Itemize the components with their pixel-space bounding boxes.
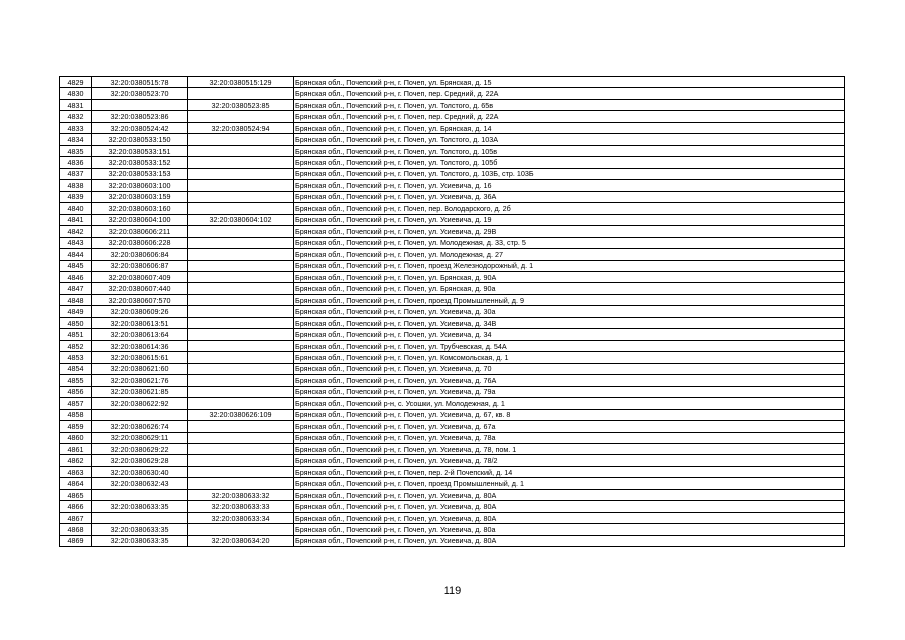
row-number-cell: 4854 <box>60 363 92 374</box>
address-cell: Брянская обл., Почепский р-н, г. Почеп, ул. Усиевича, д. 78, пом. 1 <box>294 444 845 455</box>
table-row <box>60 489 845 500</box>
building-cadastral-number-cell: 32:20:0380604:102 <box>188 214 294 225</box>
address-cell: Брянская обл., Почепский р-н, г. Почеп, ул. Усиевича, д. 67а <box>294 421 845 432</box>
building-cadastral-number-cell <box>188 168 294 179</box>
address-cell: Брянская обл., Почепский р-н, г. Почеп, ул. Брянская, д. 15 <box>294 77 845 88</box>
table-row <box>60 134 845 145</box>
address-cell: Брянская обл., Почепский р-н, г. Почеп, ул. Брянская, д. 90а <box>294 283 845 294</box>
building-cadastral-number-cell <box>188 363 294 374</box>
cadastral-number-cell: 32:20:0380607:570 <box>92 294 188 305</box>
property-register-table <box>59 76 845 547</box>
row-number-cell: 4866 <box>60 501 92 512</box>
address-cell: Брянская обл., Почепский р-н, г. Почеп, ул. Усиевича, д. 30а <box>294 306 845 317</box>
table-body <box>60 77 845 547</box>
building-cadastral-number-cell <box>188 317 294 328</box>
address-cell: Брянская обл., Почепский р-н, г. Почеп, ул. Трубчевская, д. 54А <box>294 340 845 351</box>
building-cadastral-number-cell <box>188 386 294 397</box>
building-cadastral-number-cell <box>188 226 294 237</box>
building-cadastral-number-cell: 32:20:0380524:94 <box>188 122 294 133</box>
cadastral-number-cell: 32:20:0380632:43 <box>92 478 188 489</box>
row-number-cell: 4844 <box>60 249 92 260</box>
address-cell: Брянская обл., Почепский р-н, г. Почеп, ул. Усиевича, д. 29В <box>294 226 845 237</box>
address-cell: Брянская обл., Почепский р-н, г. Почеп, пер. Средний, д. 22А <box>294 88 845 99</box>
row-number-cell: 4837 <box>60 168 92 179</box>
table-row <box>60 226 845 237</box>
table-row <box>60 122 845 133</box>
table-row <box>60 191 845 202</box>
building-cadastral-number-cell <box>188 260 294 271</box>
cadastral-number-cell: 32:20:0380629:11 <box>92 432 188 443</box>
address-cell: Брянская обл., Почепский р-н, г. Почеп, ул. Комсомольская, д. 1 <box>294 352 845 363</box>
row-number-cell: 4865 <box>60 489 92 500</box>
cadastral-number-cell: 32:20:0380622:92 <box>92 398 188 409</box>
cadastral-number-cell: 32:20:0380533:150 <box>92 134 188 145</box>
cadastral-number-cell: 32:20:0380606:211 <box>92 226 188 237</box>
row-number-cell: 4832 <box>60 111 92 122</box>
table-row <box>60 466 845 477</box>
building-cadastral-number-cell: 32:20:0380523:85 <box>188 99 294 110</box>
row-number-cell: 4850 <box>60 317 92 328</box>
address-cell: Брянская обл., Почепский р-н, г. Почеп, ул. Усиевича, д. 19 <box>294 214 845 225</box>
row-number-cell: 4853 <box>60 352 92 363</box>
row-number-cell: 4842 <box>60 226 92 237</box>
building-cadastral-number-cell <box>188 145 294 156</box>
address-cell: Брянская обл., Почепский р-н, г. Почеп, ул. Усиевича, д. 36А <box>294 191 845 202</box>
cadastral-number-cell: 32:20:0380621:60 <box>92 363 188 374</box>
table-row <box>60 111 845 122</box>
table-row <box>60 214 845 225</box>
building-cadastral-number-cell <box>188 432 294 443</box>
table-row <box>60 329 845 340</box>
row-number-cell: 4843 <box>60 237 92 248</box>
cadastral-number-cell: 32:20:0380606:228 <box>92 237 188 248</box>
row-number-cell: 4867 <box>60 512 92 523</box>
page-number: 119 <box>443 585 462 597</box>
address-cell: Брянская обл., Почепский р-н, г. Почеп, ул. Усиевича, д. 80А <box>294 535 845 546</box>
table-row <box>60 524 845 535</box>
table-row <box>60 455 845 466</box>
table-row <box>60 99 845 110</box>
cadastral-number-cell: 32:20:0380607:409 <box>92 271 188 282</box>
address-cell: Брянская обл., Почепский р-н, г. Почеп, ул. Усиевича, д. 80А <box>294 512 845 523</box>
row-number-cell: 4852 <box>60 340 92 351</box>
building-cadastral-number-cell <box>188 329 294 340</box>
address-cell: Брянская обл., Почепский р-н, г. Почеп, ул. Толстого, д. 105в <box>294 145 845 156</box>
row-number-cell: 4855 <box>60 375 92 386</box>
table-row <box>60 203 845 214</box>
address-cell: Брянская обл., Почепский р-н, г. Почеп, проезд Промышленный, д. 1 <box>294 478 845 489</box>
address-cell: Брянская обл., Почепский р-н, г. Почеп, проезд Железнодорожный, д. 1 <box>294 260 845 271</box>
cadastral-number-cell: 32:20:0380533:151 <box>92 145 188 156</box>
cadastral-number-cell: 32:20:0380606:87 <box>92 260 188 271</box>
table-row <box>60 88 845 99</box>
cadastral-number-cell <box>92 512 188 523</box>
table-row <box>60 340 845 351</box>
table-row <box>60 421 845 432</box>
building-cadastral-number-cell <box>188 340 294 351</box>
cadastral-number-cell: 32:20:0380603:159 <box>92 191 188 202</box>
address-cell: Брянская обл., Почепский р-н, г. Почеп, ул. Брянская, д. 14 <box>294 122 845 133</box>
cadastral-number-cell: 32:20:0380613:51 <box>92 317 188 328</box>
table-row <box>60 501 845 512</box>
row-number-cell: 4869 <box>60 535 92 546</box>
cadastral-number-cell: 32:20:0380607:440 <box>92 283 188 294</box>
table-row <box>60 432 845 443</box>
row-number-cell: 4863 <box>60 466 92 477</box>
row-number-cell: 4841 <box>60 214 92 225</box>
address-cell: Брянская обл., Почепский р-н, г. Почеп, ул. Усиевича, д. 78а <box>294 432 845 443</box>
cadastral-number-cell: 32:20:0380630:40 <box>92 466 188 477</box>
cadastral-number-cell: 32:20:0380615:61 <box>92 352 188 363</box>
building-cadastral-number-cell <box>188 157 294 168</box>
cadastral-number-cell: 32:20:0380614:36 <box>92 340 188 351</box>
cadastral-number-cell: 32:20:0380633:35 <box>92 501 188 512</box>
table-row <box>60 249 845 260</box>
cadastral-number-cell: 32:20:0380609:26 <box>92 306 188 317</box>
building-cadastral-number-cell <box>188 352 294 363</box>
building-cadastral-number-cell <box>188 180 294 191</box>
cadastral-number-cell: 32:20:0380603:160 <box>92 203 188 214</box>
table-row <box>60 306 845 317</box>
building-cadastral-number-cell <box>188 421 294 432</box>
building-cadastral-number-cell <box>188 249 294 260</box>
row-number-cell: 4845 <box>60 260 92 271</box>
address-cell: Брянская обл., Почепский р-н, г. Почеп, ул. Усиевича, д. 34В <box>294 317 845 328</box>
building-cadastral-number-cell <box>188 398 294 409</box>
building-cadastral-number-cell: 32:20:0380633:33 <box>188 501 294 512</box>
row-number-cell: 4833 <box>60 122 92 133</box>
cadastral-number-cell: 32:20:0380621:85 <box>92 386 188 397</box>
address-cell: Брянская обл., Почепский р-н, г. Почеп, ул. Молодежная, д. 33, стр. 5 <box>294 237 845 248</box>
address-cell: Брянская обл., Почепский р-н, с. Усошки, ул. Молодежная, д. 1 <box>294 398 845 409</box>
row-number-cell: 4851 <box>60 329 92 340</box>
building-cadastral-number-cell <box>188 237 294 248</box>
address-cell: Брянская обл., Почепский р-н, г. Почеп, пер. Володарского, д. 2б <box>294 203 845 214</box>
table-row <box>60 478 845 489</box>
building-cadastral-number-cell: 32:20:0380633:32 <box>188 489 294 500</box>
row-number-cell: 4846 <box>60 271 92 282</box>
cadastral-number-cell <box>92 489 188 500</box>
address-cell: Брянская обл., Почепский р-н, г. Почеп, ул. Молодежная, д. 27 <box>294 249 845 260</box>
address-cell: Брянская обл., Почепский р-н, г. Почеп, ул. Усиевича, д. 76А <box>294 375 845 386</box>
table-row <box>60 180 845 191</box>
table-row <box>60 363 845 374</box>
building-cadastral-number-cell: 32:20:0380634:20 <box>188 535 294 546</box>
cadastral-number-cell: 32:20:0380524:42 <box>92 122 188 133</box>
row-number-cell: 4868 <box>60 524 92 535</box>
building-cadastral-number-cell <box>188 466 294 477</box>
address-cell: Брянская обл., Почепский р-н, г. Почеп, ул. Толстого, д. 65в <box>294 99 845 110</box>
table-row <box>60 444 845 455</box>
row-number-cell: 4859 <box>60 421 92 432</box>
cadastral-number-cell: 32:20:0380629:22 <box>92 444 188 455</box>
table-row <box>60 260 845 271</box>
table-row <box>60 145 845 156</box>
table-row <box>60 317 845 328</box>
address-cell: Брянская обл., Почепский р-н, г. Почеп, ул. Усиевича, д. 34 <box>294 329 845 340</box>
table-row <box>60 352 845 363</box>
cadastral-number-cell: 32:20:0380523:86 <box>92 111 188 122</box>
address-cell: Брянская обл., Почепский р-н, г. Почеп, пер. 2-й Почепский, д. 14 <box>294 466 845 477</box>
building-cadastral-number-cell: 32:20:0380515:129 <box>188 77 294 88</box>
row-number-cell: 4862 <box>60 455 92 466</box>
address-cell: Брянская обл., Почепский р-н, г. Почеп, ул. Усиевича, д. 16 <box>294 180 845 191</box>
building-cadastral-number-cell <box>188 375 294 386</box>
building-cadastral-number-cell <box>188 203 294 214</box>
address-cell: Брянская обл., Почепский р-н, г. Почеп, ул. Толстого, д. 103А <box>294 134 845 145</box>
table-row <box>60 398 845 409</box>
cadastral-number-cell: 32:20:0380626:74 <box>92 421 188 432</box>
cadastral-number-cell: 32:20:0380603:100 <box>92 180 188 191</box>
cadastral-number-cell: 32:20:0380633:35 <box>92 524 188 535</box>
building-cadastral-number-cell <box>188 111 294 122</box>
table-row <box>60 375 845 386</box>
table-row <box>60 168 845 179</box>
row-number-cell: 4857 <box>60 398 92 409</box>
address-cell: Брянская обл., Почепский р-н, г. Почеп, ул. Усиевича, д. 80А <box>294 501 845 512</box>
cadastral-number-cell: 32:20:0380606:84 <box>92 249 188 260</box>
row-number-cell: 4838 <box>60 180 92 191</box>
cadastral-number-cell: 32:20:0380613:64 <box>92 329 188 340</box>
address-cell: Брянская обл., Почепский р-н, г. Почеп, ул. Толстого, д. 105б <box>294 157 845 168</box>
cadastral-number-cell <box>92 99 188 110</box>
address-cell: Брянская обл., Почепский р-н, г. Почеп, ул. Толстого, д. 103Б, стр. 103Б <box>294 168 845 179</box>
building-cadastral-number-cell <box>188 444 294 455</box>
cadastral-number-cell: 32:20:0380523:70 <box>92 88 188 99</box>
address-cell: Брянская обл., Почепский р-н, г. Почеп, ул. Усиевича, д. 67, кв. 8 <box>294 409 845 420</box>
row-number-cell: 4856 <box>60 386 92 397</box>
building-cadastral-number-cell <box>188 191 294 202</box>
row-number-cell: 4858 <box>60 409 92 420</box>
address-cell: Брянская обл., Почепский р-н, г. Почеп, ул. Брянская, д. 90А <box>294 271 845 282</box>
row-number-cell: 4861 <box>60 444 92 455</box>
table-row <box>60 535 845 546</box>
table-row <box>60 294 845 305</box>
cadastral-number-cell: 32:20:0380604:100 <box>92 214 188 225</box>
cadastral-number-cell: 32:20:0380533:152 <box>92 157 188 168</box>
table-row <box>60 283 845 294</box>
row-number-cell: 4849 <box>60 306 92 317</box>
cadastral-number-cell: 32:20:0380621:76 <box>92 375 188 386</box>
table-row <box>60 386 845 397</box>
row-number-cell: 4848 <box>60 294 92 305</box>
building-cadastral-number-cell <box>188 306 294 317</box>
address-cell: Брянская обл., Почепский р-н, г. Почеп, ул. Усиевича, д. 80А <box>294 489 845 500</box>
row-number-cell: 4836 <box>60 157 92 168</box>
building-cadastral-number-cell <box>188 524 294 535</box>
table-row <box>60 237 845 248</box>
address-cell: Брянская обл., Почепский р-н, г. Почеп, пер. Средний, д. 22А <box>294 111 845 122</box>
cadastral-number-cell <box>92 409 188 420</box>
row-number-cell: 4831 <box>60 99 92 110</box>
row-number-cell: 4834 <box>60 134 92 145</box>
row-number-cell: 4840 <box>60 203 92 214</box>
row-number-cell: 4847 <box>60 283 92 294</box>
cadastral-number-cell: 32:20:0380515:78 <box>92 77 188 88</box>
row-number-cell: 4830 <box>60 88 92 99</box>
building-cadastral-number-cell <box>188 294 294 305</box>
building-cadastral-number-cell <box>188 88 294 99</box>
building-cadastral-number-cell <box>188 271 294 282</box>
address-cell: Брянская обл., Почепский р-н, г. Почеп, ул. Усиевича, д. 80а <box>294 524 845 535</box>
cadastral-number-cell: 32:20:0380533:153 <box>92 168 188 179</box>
row-number-cell: 4864 <box>60 478 92 489</box>
table-row <box>60 271 845 282</box>
row-number-cell: 4829 <box>60 77 92 88</box>
address-cell: Брянская обл., Почепский р-н, г. Почеп, проезд Промышленный, д. 9 <box>294 294 845 305</box>
table-row <box>60 77 845 88</box>
table-row <box>60 157 845 168</box>
building-cadastral-number-cell <box>188 283 294 294</box>
row-number-cell: 4860 <box>60 432 92 443</box>
building-cadastral-number-cell <box>188 455 294 466</box>
row-number-cell: 4835 <box>60 145 92 156</box>
address-cell: Брянская обл., Почепский р-н, г. Почеп, ул. Усиевича, д. 70 <box>294 363 845 374</box>
building-cadastral-number-cell: 32:20:0380633:34 <box>188 512 294 523</box>
building-cadastral-number-cell <box>188 134 294 145</box>
address-cell: Брянская обл., Почепский р-н, г. Почеп, ул. Усиевича, д. 78/2 <box>294 455 845 466</box>
building-cadastral-number-cell <box>188 478 294 489</box>
address-cell: Брянская обл., Почепский р-н, г. Почеп, ул. Усиевича, д. 79а <box>294 386 845 397</box>
cadastral-number-cell: 32:20:0380633:35 <box>92 535 188 546</box>
cadastral-number-cell: 32:20:0380629:28 <box>92 455 188 466</box>
row-number-cell: 4839 <box>60 191 92 202</box>
building-cadastral-number-cell: 32:20:0380626:109 <box>188 409 294 420</box>
table-row <box>60 512 845 523</box>
table-row <box>60 409 845 420</box>
